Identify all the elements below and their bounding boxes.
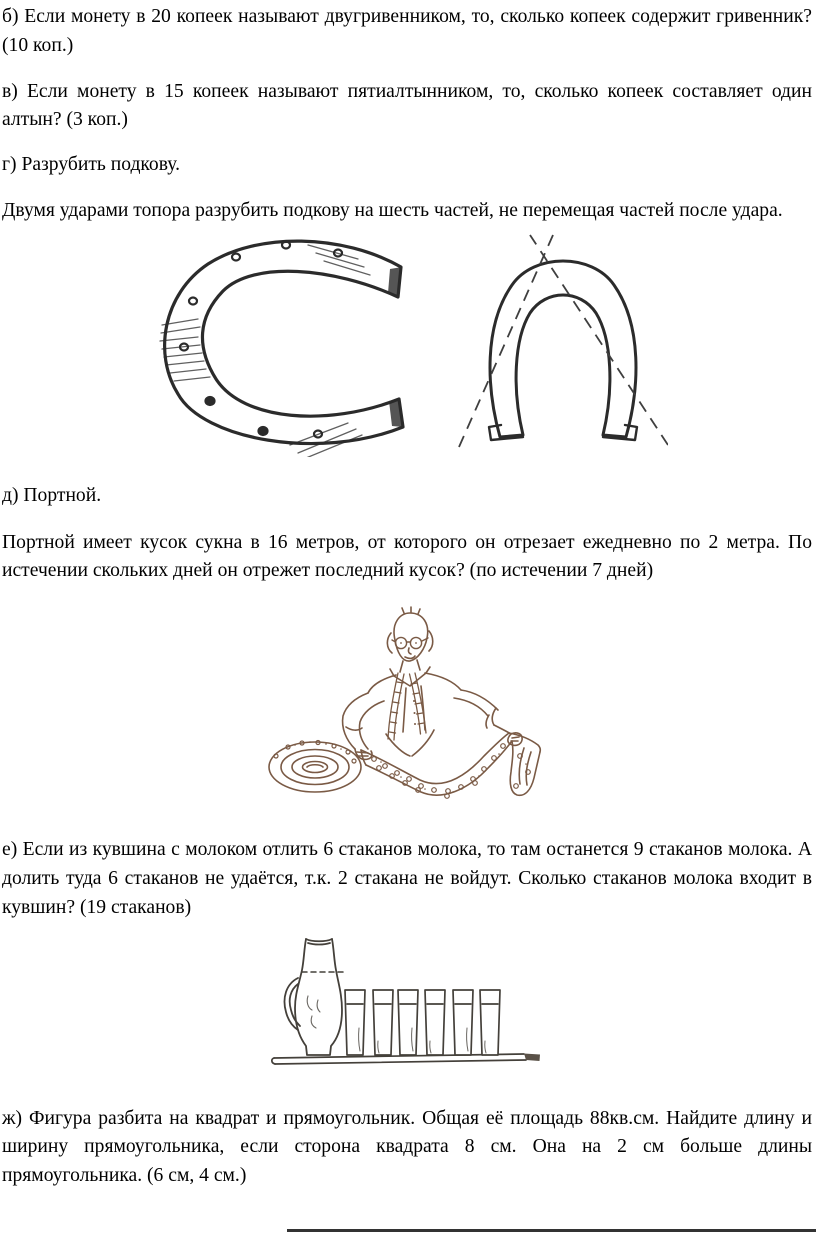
horseshoe-solid	[160, 241, 403, 457]
tray-end-tab	[524, 1053, 540, 1061]
horseshoes-figure	[0, 229, 816, 457]
glass-6	[480, 990, 500, 1055]
glass-4	[425, 990, 445, 1055]
jug-figure	[0, 926, 816, 1078]
problem-d-title: д) Портной.	[2, 484, 102, 506]
cloth-roll	[269, 741, 361, 793]
worksheet-page	[0, 3, 816, 1235]
glass-5	[453, 990, 473, 1055]
glasses-icon	[392, 638, 428, 649]
glass-3	[398, 990, 418, 1055]
problem-b: б) Если монету в 20 копеек называют двугривенником, то, сколько копеек содержит гривенник? (10 коп.)	[2, 6, 812, 56]
tailor-figure	[0, 606, 816, 802]
glass-2	[373, 990, 393, 1055]
tailor-head	[387, 607, 432, 661]
cloth-swag	[361, 733, 540, 798]
problem-g-task: Двумя ударами топора разрубить подкову на шесть частей, не перемещая частей после удара.	[2, 199, 783, 221]
roll-pattern	[274, 741, 356, 764]
problem-zh: ж) Фигура разбита на квадрат и прямоугольник. Общая её площадь 88кв.см. Найдите длину и ширину прямоугольника, если сторона квадрата 8 см. Она на 2 см больше длины прямоугольника. (6 см, 4 см.)	[2, 1107, 812, 1187]
measuring-tape	[388, 673, 426, 740]
problem-e: е) Если из кувшина с молоком отлить 6 стаканов молока, то там останется 9 стаканов молока. А долить туда 6 стаканов не удаётся, т.к. 2 стакана не войдут. Сколько стаканов молока входит в кувшин? (19 стаканов)	[2, 839, 812, 918]
problem-g-title: г) Разрубить подкову.	[2, 154, 181, 176]
milk-jug	[285, 939, 345, 1055]
problem-v: в) Если монету в 15 копеек называют пятиалтынником, то, сколько копеек составляет один алтын? (3 коп.)	[2, 80, 812, 131]
tailor-left-arm	[454, 690, 522, 745]
horseshoes-illustration	[148, 229, 668, 457]
tailor-body	[368, 660, 461, 756]
swag-pattern	[372, 744, 531, 799]
horseshoe-outline	[489, 261, 637, 440]
jug-shading	[307, 996, 320, 1028]
glass-1	[345, 990, 365, 1055]
problem-d-task: Портной имеет кусок сукна в 16 метров, от которого он отрезает ежедневно по 2 метра. По истечении скольких дней он отрежет последний кусок? (по истечении 7 дней)	[2, 531, 812, 582]
tailor-illustration	[258, 606, 558, 802]
jug-and-glasses-illustration	[268, 926, 548, 1078]
